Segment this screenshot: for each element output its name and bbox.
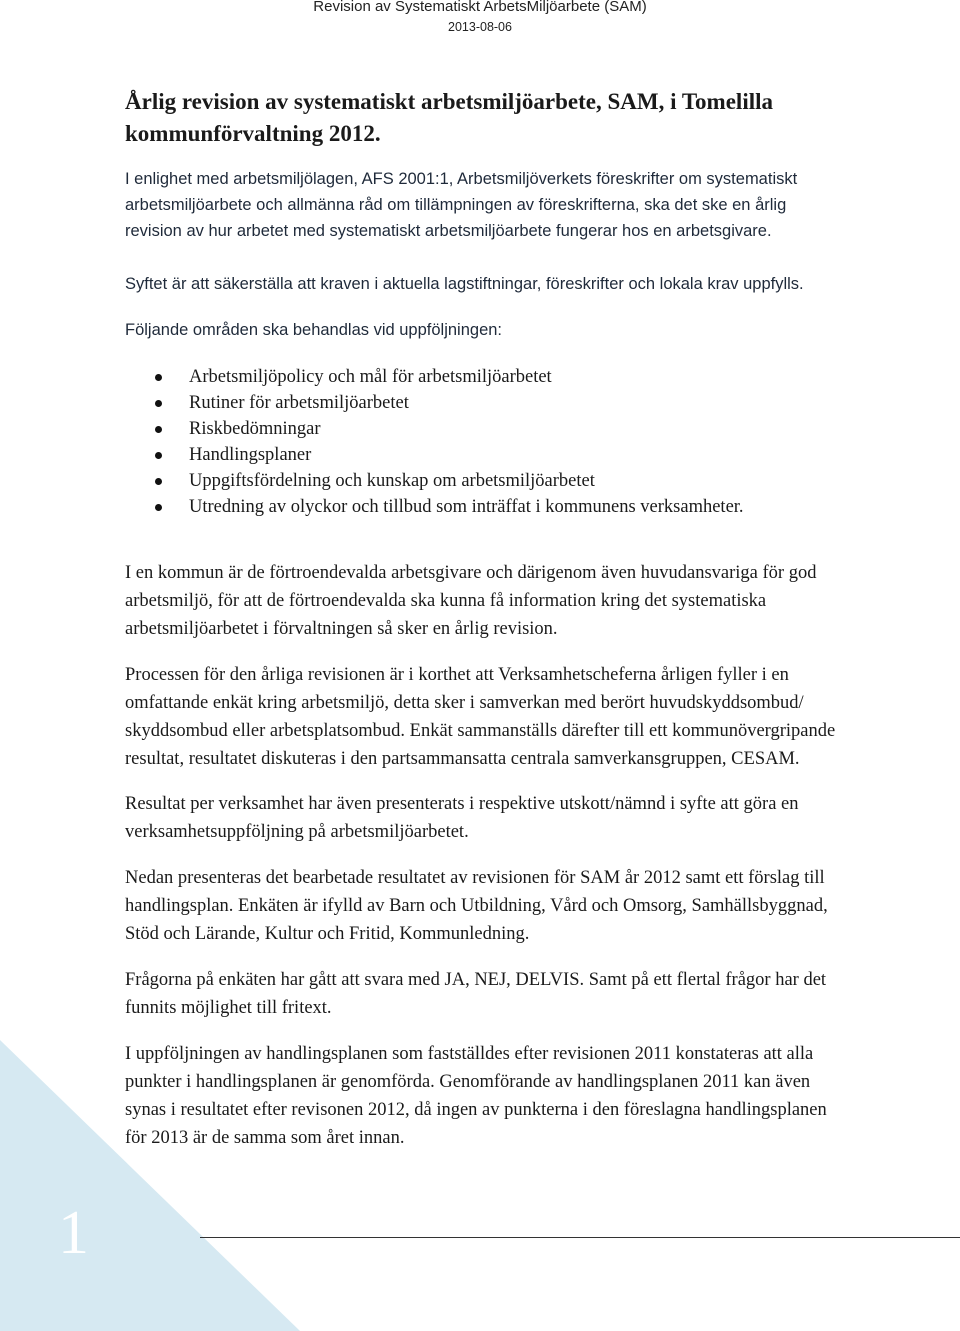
list-item-text: Handlingsplaner [189, 445, 312, 465]
text-line: synas i resultatet efter revisonen 2012, då ingen av punkterna i den föreslagna handlingsplanen [125, 1100, 827, 1120]
bullet-icon [155, 452, 162, 459]
text-line: Frågorna på enkäten har gått att svara med JA, NEJ, DELVIS. Samt på ett flertal frågor har det [125, 970, 827, 990]
paragraph-results [125, 790, 915, 846]
paragraph-presentation [125, 864, 915, 948]
page-number: 1 [58, 1199, 89, 1267]
list-item-text: Rutiner för arbetsmiljöarbetet [189, 393, 409, 413]
text-line: arbetsmiljö, för att de förtroendevalda ska kunna få information kring det systematiska [125, 591, 767, 611]
title-line-1: Årlig revision av systematiskt arbetsmiljöarbete, SAM, i Tomelilla [125, 89, 773, 114]
paragraph-process [125, 661, 915, 773]
list-item-text: Riskbedömningar [189, 419, 321, 439]
intro-line-2: arbetsmiljöarbete och allmänna råd om tillämpningen av föreskrifterna, ska det ske en årlig [125, 196, 787, 214]
header-title: Revision av Systematiskt ArbetsMiljöarbete (SAM) [313, 0, 647, 15]
text-line: I uppföljningen av handlingsplanen som fastställdes efter revisionen 2011 konstateras att alla [125, 1044, 814, 1064]
text-line: arbetsmiljöarbetet i förvaltningen så sker en årlig revision. [125, 619, 558, 639]
document-title [125, 86, 905, 150]
bullet-icon [155, 400, 162, 407]
intro-paragraph [125, 166, 915, 244]
text-line: punkter i handlingsplanen är genomförda. Genomförande av handlingsplanen 2011 kan även [125, 1072, 811, 1092]
title-line-2: kommunförvaltning 2012. [125, 121, 381, 146]
text-line: Stöd och Lärande, Kultur och Fritid, Kommunledning. [125, 924, 530, 944]
text-line: skyddsombud eller arbetsplatsombud. Enkät sammanställs därefter till ett kommunövergripande [125, 721, 836, 741]
footer-rule [200, 1237, 960, 1238]
bullet-icon [155, 478, 162, 485]
list-item-text: Arbetsmiljöpolicy och mål för arbetsmiljöarbetet [189, 367, 552, 387]
header-date: 2013-08-06 [448, 20, 512, 34]
areas-list [150, 364, 744, 520]
list-item [150, 442, 744, 468]
text-line: Resultat per verksamhet har även presenterats i respektive utskott/nämnd i syfte att göra en [125, 794, 799, 814]
bullet-icon [155, 374, 162, 381]
text-line: verksamhetsuppföljning på arbetsmiljöarbetet. [125, 822, 469, 842]
intro-line-1: I enlighet med arbetsmiljölagen, AFS 2001:1, Arbetsmiljöverkets föreskrifter om systematiskt [125, 170, 798, 188]
text-line: I en kommun är de förtroendevalda arbetsgivare och därigenom även huvudansvariga för god [125, 563, 817, 583]
text-line: handlingsplan. Enkäten är ifylld av Barn och Utbildning, Vård och Omsorg, Samhällsbyggnad, [125, 896, 828, 916]
text-line: Nedan presenteras det bearbetade resultatet av revisionen för SAM år 2012 samt ett förslag till [125, 868, 825, 888]
paragraph-questions [125, 966, 915, 1022]
intro-line-3: revision av hur arbetet med systematiskt arbetsmiljöarbete fungerar hos en arbetsgivare. [125, 222, 772, 240]
text-line: Processen för den årliga revisionen är i korthet att Verksamhetscheferna årligen fyller i en [125, 665, 789, 685]
text-line: funnits möjlighet till fritext. [125, 998, 332, 1018]
bullet-icon [155, 504, 162, 511]
list-item [150, 416, 744, 442]
list-item [150, 468, 744, 494]
purpose-paragraph: Syftet är att säkerställa att kraven i aktuella lagstiftningar, föreskrifter och lokala krav uppfylls. [125, 275, 804, 293]
list-item-text: Utredning av olyckor och tillbud som inträffat i kommunens verksamheter. [189, 497, 744, 517]
text-line: omfattande enkät kring arbetsmiljö, detta sker i samverkan med berört huvudskyddsombud/ [125, 693, 804, 713]
corner-decoration [0, 1040, 300, 1331]
text-line: resultat, resultatet diskuteras i den partsammansatta centrala samverkansgruppen, CESAM. [125, 749, 800, 769]
text-line: för 2013 är de samma som året innan. [125, 1128, 405, 1148]
corner-triangle [0, 1040, 300, 1331]
list-item [150, 494, 744, 520]
list-item-text: Uppgiftsfördelning och kunskap om arbetsmiljöarbetet [189, 471, 595, 491]
list-item [150, 390, 744, 416]
list-item [150, 364, 744, 390]
areas-intro: Följande områden ska behandlas vid uppföljningen: [125, 321, 503, 339]
paragraph-responsibility [125, 559, 915, 643]
bullet-icon [155, 426, 162, 433]
